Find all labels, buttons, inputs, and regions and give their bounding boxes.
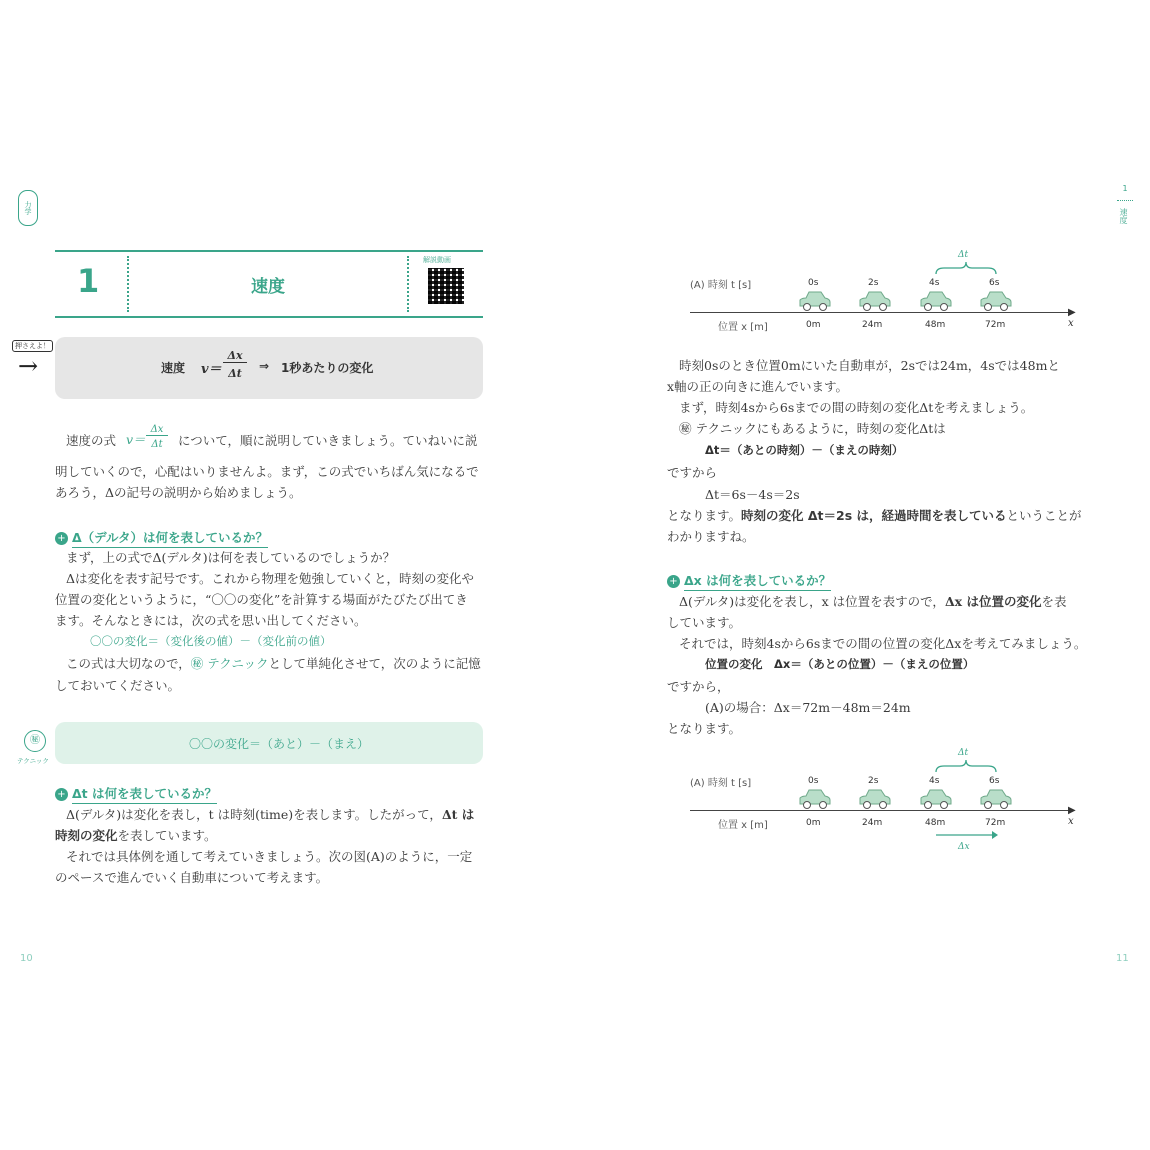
heading-dx: + Δx は何を表しているか？ — [667, 570, 831, 591]
technique-badge-icon: ㊙ — [24, 730, 46, 752]
section-number: 1 — [77, 262, 100, 300]
section-header — [55, 250, 483, 318]
chapter-tab-left: 力学 — [18, 190, 38, 226]
page-number-left: 10 — [20, 953, 33, 964]
arrow-icon: → — [18, 352, 39, 380]
divider — [407, 256, 409, 312]
car-icon — [979, 290, 1013, 312]
dx-arrow-icon — [934, 830, 1000, 840]
axis-line — [690, 810, 1070, 811]
axis-line — [690, 312, 1070, 313]
info-icon: + — [667, 575, 680, 588]
chapter-num-right: 1 — [1122, 184, 1128, 193]
qr-label: 解説動画 — [423, 256, 451, 264]
point-box: 速度 v＝ Δx Δt ⇒ 1秒あたりの変化 — [55, 337, 483, 399]
heading-delta: + Δ（デルタ）は何を表しているか？ — [55, 527, 268, 548]
car-icon — [979, 788, 1013, 810]
intro-lead: 速度の式 — [66, 433, 117, 448]
qr-code[interactable] — [428, 268, 464, 304]
brace-icon — [934, 258, 998, 276]
divider — [1117, 200, 1133, 201]
chapter-label-right: 速度 — [1119, 208, 1128, 224]
page-number-right: 11 — [1116, 953, 1129, 964]
axis-arrow-icon: ▶ — [1068, 805, 1076, 816]
car-icon — [919, 788, 953, 810]
heading-dt: + Δt は何を表しているか？ — [55, 783, 217, 804]
point-tag: 押さえよ！ — [12, 340, 53, 352]
axis-arrow-icon: ▶ — [1068, 307, 1076, 318]
car-icon — [798, 290, 832, 312]
section-title: 速度 — [251, 277, 285, 297]
technique-box — [55, 722, 483, 764]
info-icon: + — [55, 788, 68, 801]
car-icon — [919, 290, 953, 312]
car-icon — [798, 788, 832, 810]
diagram-a-2: (A) 時刻 t [s] 位置 x [m] ▶ x 0s 2s 4s 6s 0m 24m 48m 72m Δt Δx — [690, 748, 1076, 852]
delta-formula: 〇〇の変化＝（変化後の値）－（変化前の値） — [90, 634, 332, 648]
diagram-a-1: (A) 時刻 t [s] 位置 x [m] ▶ x 0s 2s 4s 6s 0m 24m 48m 72m Δt — [690, 250, 1076, 333]
technique-text: 〇〇の変化＝（あと）－（まえ） — [189, 737, 370, 751]
divider — [127, 256, 129, 312]
info-icon: + — [55, 532, 68, 545]
car-icon — [858, 290, 892, 312]
car-icon — [858, 788, 892, 810]
brace-icon — [934, 756, 998, 774]
